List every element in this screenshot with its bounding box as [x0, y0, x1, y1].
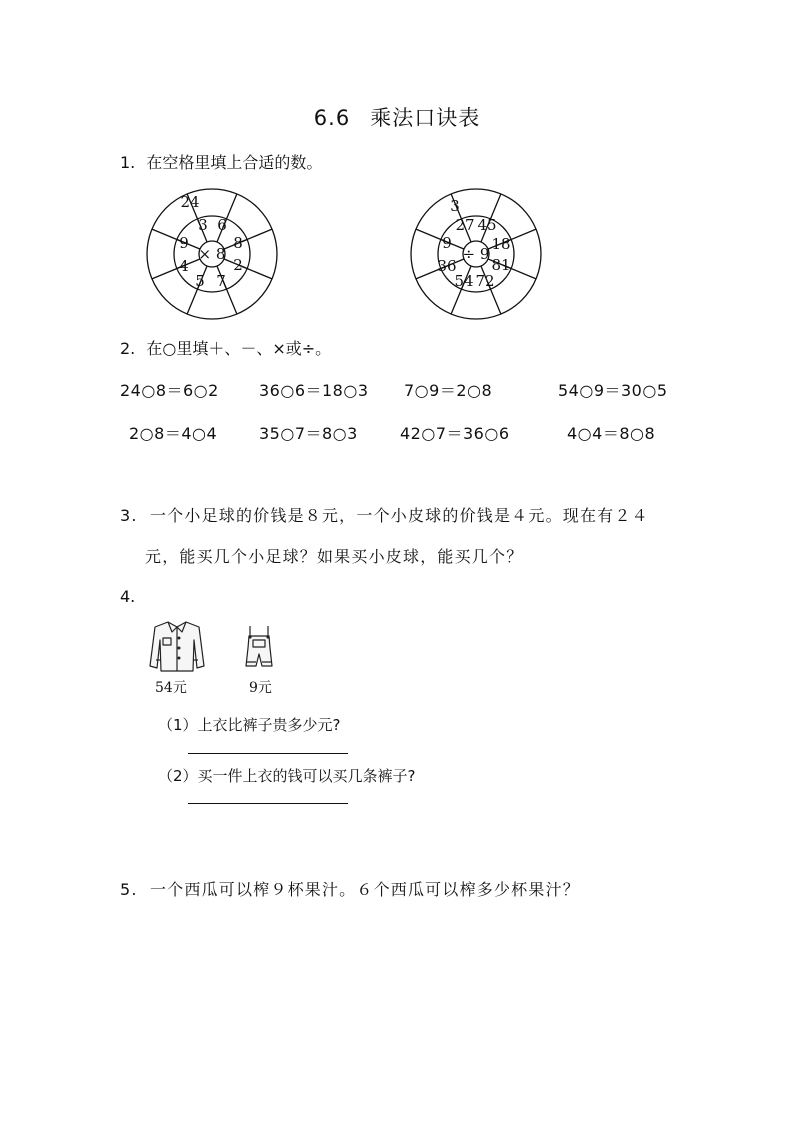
question-1 [120, 150, 322, 173]
equation: 24○8＝6○2 [120, 381, 219, 400]
equation: 4○4＝8○8 [567, 424, 656, 443]
wheel2-inner-cell: 45 [477, 216, 497, 234]
equation: 35○7＝8○3 [259, 424, 358, 443]
wheel2-inner-cell: 54 [454, 272, 474, 290]
divide-wheel [409, 187, 543, 321]
wheel1-inner-cell: 6 [217, 216, 227, 234]
pants-price: 9元 [249, 680, 272, 696]
answer-line-2[interactable] [188, 803, 348, 804]
overalls-image [241, 624, 277, 672]
wheel2-inner-cell: 72 [475, 272, 495, 290]
equation: 36○6＝18○3 [259, 381, 369, 400]
wheel1-inner-cell: 2 [233, 256, 243, 274]
equation: 2○8＝4○4 [129, 424, 218, 443]
title-text: 乘法口诀表 [370, 106, 481, 130]
wheel1-inner-cell: 8 [233, 234, 243, 252]
question-3-label: 3. [120, 506, 138, 525]
wheel2-inner-cell: 9 [442, 234, 452, 252]
wheel1-inner-cell: 4 [179, 257, 189, 275]
title-number: 6.6 [313, 106, 351, 130]
wheel2-outer-cell: 3 [450, 197, 460, 215]
wheel2-inner-cell: 81 [491, 256, 511, 274]
wheel1-inner-cell: 9 [179, 234, 189, 252]
wheel1-center: × 8 [198, 245, 226, 263]
wheel2-inner-cell: 36 [437, 257, 457, 275]
question-4-sub-1: （1）上衣比裤子贵多少元? [158, 716, 341, 734]
wheel1-inner-cell: 3 [198, 216, 208, 234]
equation: 7○9＝2○8 [404, 381, 493, 400]
equation: 42○7＝36○6 [400, 424, 510, 443]
question-2-label: 2. [120, 339, 136, 358]
question-5 [120, 877, 580, 900]
question-5-text: 一个西瓜可以榨９杯果汁。６个西瓜可以榨多少杯果汁？ [149, 880, 580, 899]
question-2-text: 在○里填＋、－、×或÷。 [146, 339, 332, 358]
question-4-label: 4. [120, 587, 136, 606]
question-5-label: 5. [120, 880, 138, 899]
multiply-wheel [145, 187, 279, 321]
equation: 54○9＝30○5 [558, 381, 668, 400]
wheel2-center: ÷ 9 [462, 245, 490, 263]
question-1-label: 1. [120, 153, 136, 172]
page-title [0, 102, 794, 132]
question-1-text: 在空格里填上合适的数。 [146, 153, 323, 172]
question-2 [120, 336, 331, 359]
wheel1-inner-cell: 5 [195, 272, 205, 290]
answer-line-1[interactable] [188, 753, 348, 754]
shirt-price: 54元 [155, 680, 187, 696]
wheel1-outer-cell: 24 [180, 193, 200, 211]
shirt-image [146, 618, 208, 674]
wheel1-inner-cell: 7 [216, 272, 226, 290]
question-3 [120, 503, 649, 526]
question-4-sub-2: （2）买一件上衣的钱可以买几条裤子? [158, 767, 416, 785]
wheel2-inner-cell: 18 [491, 235, 511, 253]
wheel2-inner-cell: 27 [455, 216, 475, 234]
question-3-line-2: 元，能买几个小足球？如果买小皮球，能买几个？ [145, 547, 524, 566]
question-3-line-1: 一个小足球的价钱是８元，一个小皮球的价钱是４元。现在有２４ [149, 506, 649, 525]
